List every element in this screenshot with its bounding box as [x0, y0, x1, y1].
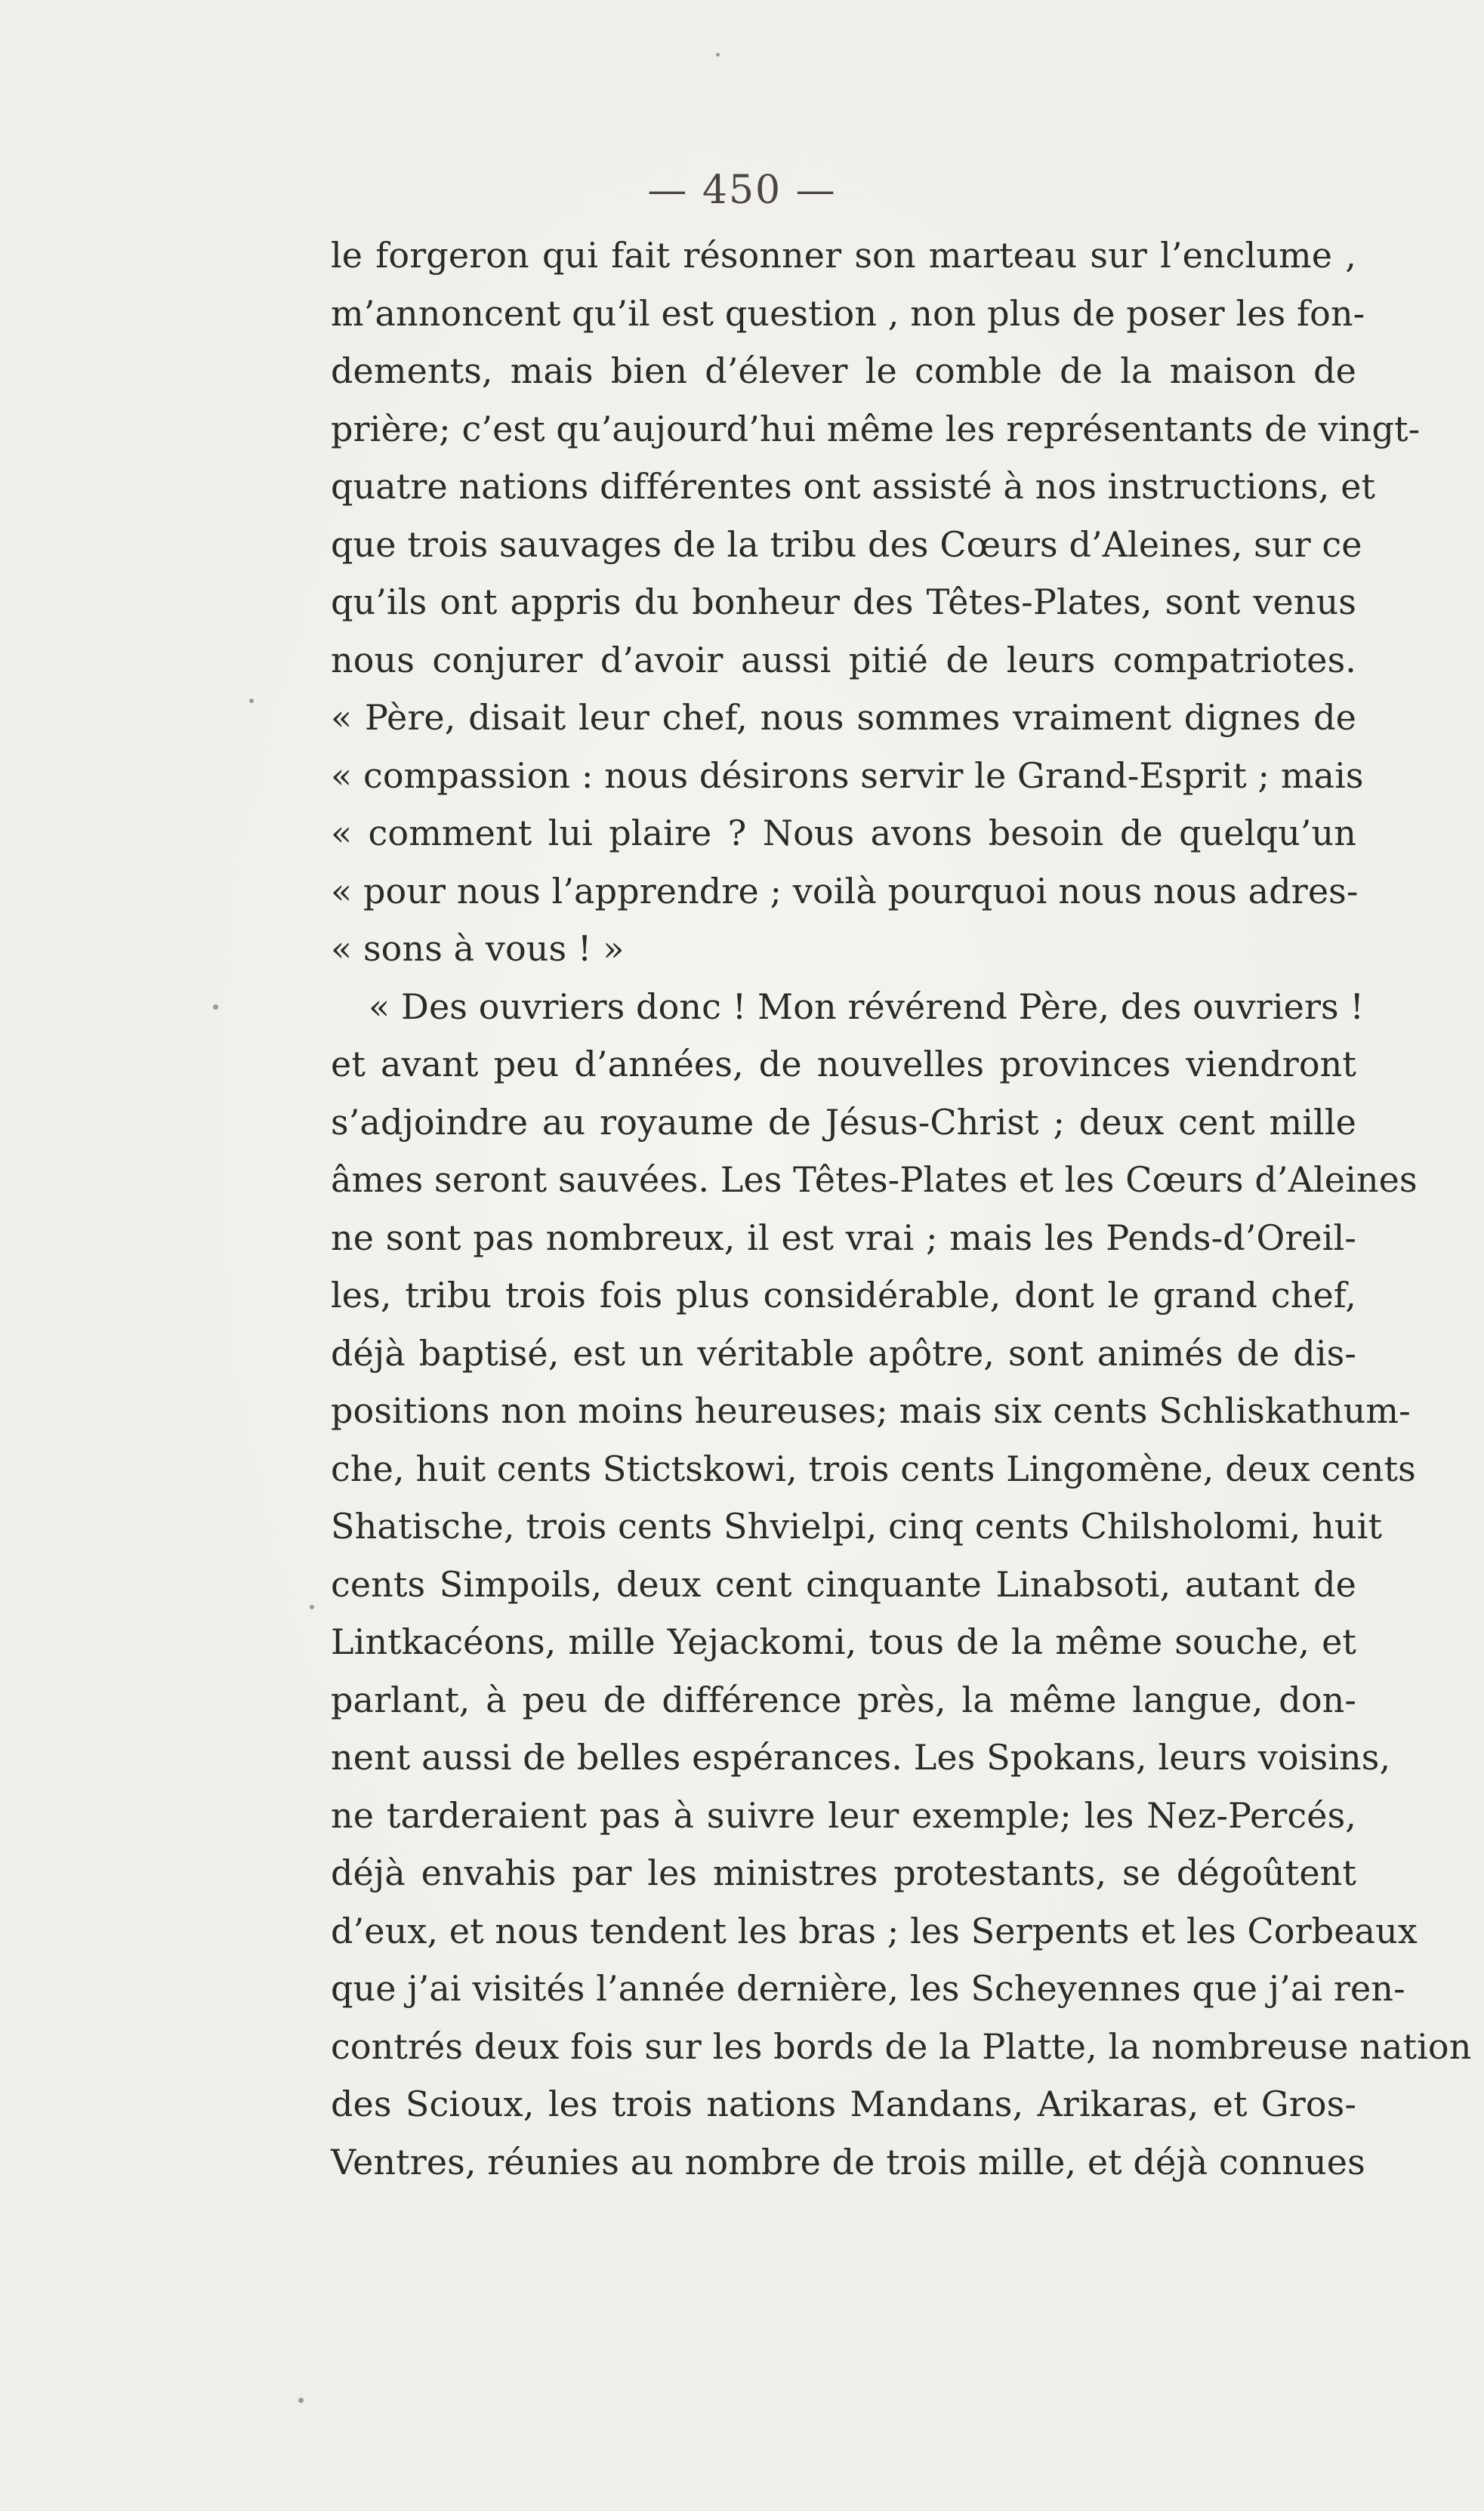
text-line: contrés deux fois sur les bords de la Platte, la nombreuse nation	[331, 2025, 1472, 2067]
text-line: dements, mais bien d’élever le comble de la maison de	[331, 350, 1356, 391]
text-line: che, huit cents Stictskowi, trois cents Lingomène, deux cents	[331, 1448, 1416, 1489]
text-line: nent aussi de belles espérances. Les Spokans, leurs voisins,	[331, 1737, 1391, 1778]
paper-speck	[213, 1004, 218, 1010]
text-line: s’adjoindre au royaume de Jésus-Christ ; deux cent mille	[331, 1101, 1356, 1143]
text-block	[331, 227, 1472, 2191]
text-line: que trois sauvages de la tribu des Cœurs d’Aleines, sur ce	[331, 523, 1362, 565]
text-line: déjà baptisé, est un véritable apôtre, sont animés de dis-	[331, 1332, 1356, 1374]
text-line: parlant, à peu de différence près, la même langue, don-	[331, 1679, 1356, 1720]
paper-speck	[249, 699, 254, 703]
text-line: ne tarderaient pas à suivre leur exemple; les Nez-Percés,	[331, 1794, 1356, 1836]
text-line: Shatische, trois cents Shvielpi, cinq cents Chilsholomi, huit	[331, 1506, 1383, 1547]
page-number: — 450 —	[647, 168, 837, 213]
text-line: ne sont pas nombreux, il est vrai ; mais les Pends-d’Oreil-	[331, 1217, 1356, 1258]
paper-speck	[716, 53, 720, 57]
text-line: « sons à vous ! »	[331, 928, 625, 969]
text-line: m’annoncent qu’il est question , non plus de poser les fon-	[331, 292, 1365, 334]
text-line: qu’ils ont appris du bonheur des Têtes-Plates, sont venus	[331, 581, 1356, 622]
text-line: que j’ai visités l’année dernière, les Scheyennes que j’ai ren-	[331, 1968, 1405, 2009]
text-line: déjà envahis par les ministres protestants, se dégoûtent	[331, 1852, 1356, 1893]
text-line: « comment lui plaire ? Nous avons besoin de quelqu’un	[331, 813, 1356, 853]
text-line: positions non moins heureuses; mais six cents Schliskathum-	[331, 1390, 1411, 1431]
text-line: quatre nations différentes ont assisté à nos instructions, et	[331, 466, 1376, 507]
text-line: Ventres, réunies au nombre de trois mille, et déjà connues	[331, 2141, 1365, 2182]
text-line: d’eux, et nous tendent les bras ; les Serpents et les Corbeaux	[331, 1910, 1418, 1951]
text-line: cents Simpoils, deux cent cinquante Linabsoti, autant de	[331, 1563, 1356, 1605]
text-line: le forgeron qui fait résonner son marteau sur l’enclume ,	[331, 235, 1356, 276]
text-line: Lintkacéons, mille Yejackomi, tous de la même souche, et	[331, 1621, 1356, 1662]
paper-speck	[310, 1605, 314, 1609]
text-line: « compassion : nous désirons servir le Grand-Esprit ; mais	[331, 754, 1364, 796]
text-line: nous conjurer d’avoir aussi pitié de leurs compatriotes.	[331, 639, 1356, 680]
text-line: âmes seront sauvées. Les Têtes-Plates et les Cœurs d’Aleines	[331, 1159, 1418, 1200]
text-line: et avant peu d’années, de nouvelles provinces viendront	[331, 1044, 1356, 1084]
text-line: prière; c’est qu’aujourd’hui même les représentants de vingt-	[331, 408, 1421, 449]
text-line: « pour nous l’apprendre ; voilà pourquoi nous nous adres-	[331, 870, 1359, 912]
text-line: des Scioux, les trois nations Mandans, Arikaras, et Gros-	[331, 2084, 1356, 2124]
text-line: les, tribu trois fois plus considérable, dont le grand chef,	[331, 1275, 1356, 1316]
text-line: « Des ouvriers donc ! Mon révérend Père, des ouvriers !	[369, 986, 1365, 1027]
paper-speck	[298, 2398, 304, 2403]
text-line: « Père, disait leur chef, nous sommes vraiment dignes de	[331, 697, 1356, 738]
